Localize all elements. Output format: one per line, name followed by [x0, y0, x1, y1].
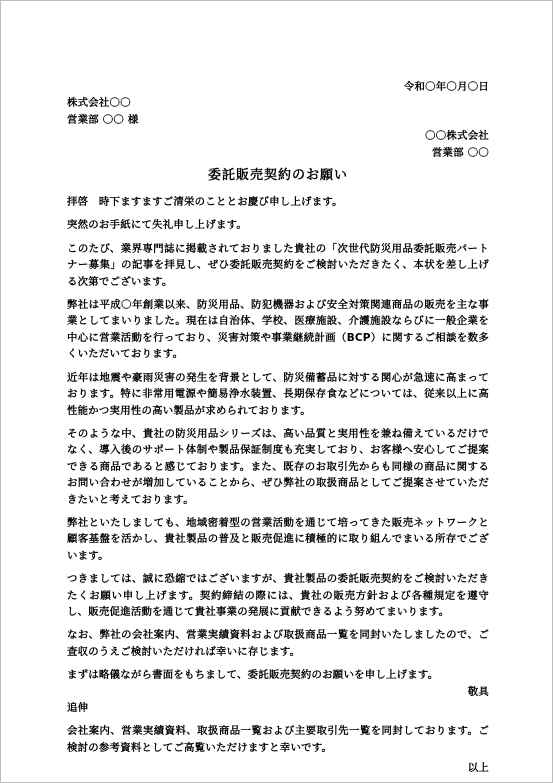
paragraph-2: このたび、業界専門誌に掲載されておりました貴社の「次世代防災用品委託販売パートナー募集」の記事を拝見し、ぜひ委託販売契約をご検討いただきたく、本状を差し上げる次第でございます。 [67, 242, 489, 288]
recipient-department: 営業部 〇〇 様 [67, 113, 139, 126]
letter-body [67, 79, 489, 777]
greeting: 拝啓 時下ますますご清栄のこととお慶び申し上げます。 [67, 196, 343, 209]
recipient-company: 株式会社〇〇 [67, 97, 131, 110]
closing: 敬具 [467, 685, 489, 698]
paragraph-5: そのような中、貴社の防災用品シリーズは、高い品質と実用性を兼ね備えているだけでなく、導入後のサポート体制や製品保証制度も充実しており、お客様へ安心してご提案できる商品であると感じております。また、既存のお取引先からも同様の商品に関するお問い合わせが増加していることから、ぜひ弊社の取扱商品としてご提案させていただきたいと考えております。 [67, 427, 489, 506]
letter-date: 令和〇年〇月〇日 [403, 81, 489, 93]
paragraph-1: 突然のお手紙にて失礼申し上げます。 [67, 219, 248, 232]
end-mark: 以上 [467, 762, 489, 775]
sender-company: 〇〇株式会社 [425, 130, 489, 143]
paragraph-6: 弊社といたしましても、地域密着型の営業活動を通じて培ってきた販売ネットワークと顧客基盤を活かし、貴社製品の普及と販売促進に積極的に取り組んでまいる所存でございます。 [67, 516, 489, 562]
postscript-label: 追伸 [67, 702, 89, 714]
paragraph-3: 弊社は平成〇年創業以来、防災用品、防犯機器および安全対策関連商品の販売を主な事業としてまいりました。現在は自治体、学校、医療施設、介護施設ならびに一般企業を中心に営業活動を行っており、災害対策や事業継続計画（BCP）に関するご相談を数多くいただいております。 [67, 299, 489, 361]
paragraph-4: 近年は地震や豪雨災害の発生を背景として、防災備蓄品に対する関心が急速に高まっております。特に非常用電源や簡易浄水装置、長期保存食などについては、従来以上に高性能かつ実用性の高い製品が求められております。 [67, 371, 489, 417]
paragraph-9: まずは略儀ながら書面をもちまして、委託販売契約のお願いを申し上げます。 [67, 669, 439, 682]
postscript-text: 会社案内、営業実績資料、取扱商品一覧および主要取引先一覧を同封しております。ご検討の参考資料としてご高覧いただけますと幸いです。 [67, 725, 489, 754]
sender-department: 営業部 〇〇 [431, 146, 489, 159]
paragraph-8: なお、弊社の会社案内、営業実績資料および取扱商品一覧を同封いたしましたので、ご査収のうえご検討いただければ幸いに存じます。 [67, 629, 489, 658]
paragraph-7: つきましては、誠に恐縮ではございますが、貴社製品の委託販売契約をご検討いただきたくお願い申し上げます。契約締結の際には、貴社の販売方針および各種規定を遵守し、販売促進活動を通じて貴社事業の発展に貢献できるよう努めてまいります。 [67, 573, 489, 618]
letter-title: 委託販売契約のお願い [207, 168, 348, 184]
